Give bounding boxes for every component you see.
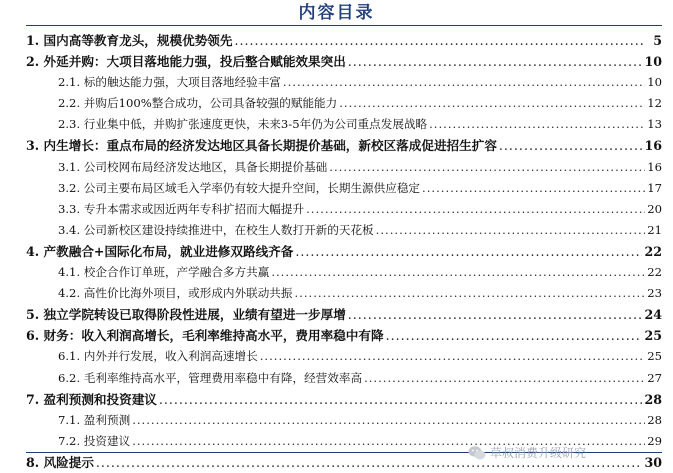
dot-leader xyxy=(295,241,642,262)
toc-entry[interactable] xyxy=(26,157,662,178)
title-divider xyxy=(26,25,662,26)
dot-leader xyxy=(159,389,643,410)
toc-entry-page: 22 xyxy=(644,243,662,259)
toc-entry-page: 29 xyxy=(647,433,662,448)
toc-entry-label: 8. 风险提示 xyxy=(26,454,94,470)
toc-entry[interactable] xyxy=(26,283,662,304)
toc-entry-page: 17 xyxy=(647,180,662,195)
toc-entry-page: 28 xyxy=(644,391,662,407)
dot-leader xyxy=(348,51,643,72)
toc-entry-label: 1. 国内高等教育龙头，规模优势领先 xyxy=(26,33,233,48)
toc-entry-label: 7.1. 盈利预测 xyxy=(58,412,131,427)
dot-leader xyxy=(283,72,645,93)
toc-entry-page: 5 xyxy=(653,33,662,48)
toc-entry-label: 4.1. 校企合作订单班，产学融合多方共赢 xyxy=(58,265,270,280)
dot-leader xyxy=(132,410,645,431)
page-title: 内容目录 xyxy=(298,3,375,23)
toc-entry[interactable] xyxy=(26,325,662,346)
watermark xyxy=(468,444,586,461)
dot-leader xyxy=(234,30,646,51)
toc-entry-page: 30 xyxy=(644,454,662,470)
toc-entry-label: 3.4. 公司新校区建设持续推进中，在校生人数打开新的天花板 xyxy=(58,222,374,237)
toc-entry-page: 27 xyxy=(647,370,662,385)
toc-entry-page: 12 xyxy=(647,96,662,111)
toc-entry-page: 16 xyxy=(647,159,662,174)
toc-entry-page: 10 xyxy=(644,54,662,70)
wechat-icon xyxy=(468,445,486,461)
toc-entry[interactable] xyxy=(26,220,662,241)
watermark-text: 草叔消费升级研究 xyxy=(490,446,587,460)
toc-entry[interactable] xyxy=(26,51,662,72)
dot-leader xyxy=(329,157,645,178)
dot-leader xyxy=(499,135,643,156)
toc-entry-label: 4. 产教融合+国际化布局，就业进修双路线齐备 xyxy=(26,243,294,259)
toc-entry-label: 3.3. 专升本需求或因近两年专科扩招而大幅提升 xyxy=(58,201,305,216)
toc-entry[interactable] xyxy=(26,346,662,367)
toc-entry[interactable] xyxy=(26,72,662,93)
toc-entry-label: 3.1. 公司校网布局经济发达地区，具备长期提价基础 xyxy=(58,159,328,174)
toc-entry-page: 25 xyxy=(647,349,662,364)
toc-entry[interactable] xyxy=(26,135,662,156)
toc-entry[interactable] xyxy=(26,410,662,431)
toc-entry[interactable] xyxy=(26,93,662,114)
dot-leader xyxy=(429,114,645,135)
table-of-contents xyxy=(26,30,662,473)
toc-entry-label: 4.2. 高性价比海外项目，或形成内外联动共振 xyxy=(58,286,293,301)
toc-entry-label: 6.2. 毛利率维持高水平，管理费用率稳中有降，经营效率高 xyxy=(58,370,363,385)
dot-leader xyxy=(339,93,645,114)
toc-entry-page: 28 xyxy=(647,412,662,427)
toc-entry[interactable] xyxy=(26,30,662,51)
toc-entry-page: 23 xyxy=(647,286,662,301)
dot-leader xyxy=(348,304,643,325)
toc-entry-label: 2.3. 行业集中低，并购扩张速度更快，未来3-5年仍为公司重点发展战略 xyxy=(58,117,428,132)
toc-entry[interactable] xyxy=(26,178,662,199)
toc-entry-label: 3.2. 公司主要布局区域毛入学率仍有较大提升空间，长期生源供应稳定 xyxy=(58,180,421,195)
dot-leader xyxy=(271,262,645,283)
toc-entry-label: 2.2. 并购后100%整合成功，公司具备较强的赋能能力 xyxy=(58,96,338,111)
toc-entry-page: 21 xyxy=(647,222,662,237)
toc-entry-label: 7. 盈利预测和投资建议 xyxy=(26,391,157,407)
toc-entry[interactable] xyxy=(26,199,662,220)
toc-entry-page: 10 xyxy=(647,75,662,90)
dot-leader xyxy=(386,325,643,346)
toc-entry-page: 25 xyxy=(644,328,662,344)
dot-leader xyxy=(364,368,645,389)
toc-entry-label: 3. 内生增长：重点布局的经济发达地区具备长期提价基础，新校区落成促进招生扩容 xyxy=(26,138,497,154)
toc-entry-label: 6.1. 内外并行发展，收入利润高速增长 xyxy=(58,349,258,364)
toc-entry-label: 7.2. 投资建议 xyxy=(58,433,131,448)
toc-entry[interactable] xyxy=(26,114,662,135)
dot-leader xyxy=(260,346,646,367)
dot-leader xyxy=(376,220,646,241)
toc-entry[interactable] xyxy=(26,262,662,283)
toc-entry[interactable] xyxy=(26,368,662,389)
toc-entry-label: 2. 外延并购：大项目落地能力强，投后整合赋能效果突出 xyxy=(26,54,346,70)
dot-leader xyxy=(422,178,645,199)
toc-entry-page: 20 xyxy=(647,201,662,216)
toc-entry-label: 6. 财务：收入利润高增长，毛利率维持高水平，费用率稳中有降 xyxy=(26,328,384,344)
toc-entry-label: 2.1. 标的触达能力强，大项目落地经验丰富 xyxy=(58,75,281,90)
toc-entry-label: 5. 独立学院转设已取得阶段性进展，业绩有望进一步厚增 xyxy=(26,307,346,323)
toc-entry-page: 13 xyxy=(647,117,662,132)
toc-entry-page: 22 xyxy=(647,265,662,280)
toc-entry-page: 16 xyxy=(644,138,662,154)
toc-entry-page: 24 xyxy=(644,307,662,323)
dot-leader xyxy=(306,199,645,220)
toc-entry[interactable] xyxy=(26,241,662,262)
dot-leader xyxy=(295,283,646,304)
toc-entry[interactable] xyxy=(26,389,662,410)
toc-entry[interactable] xyxy=(26,304,662,325)
